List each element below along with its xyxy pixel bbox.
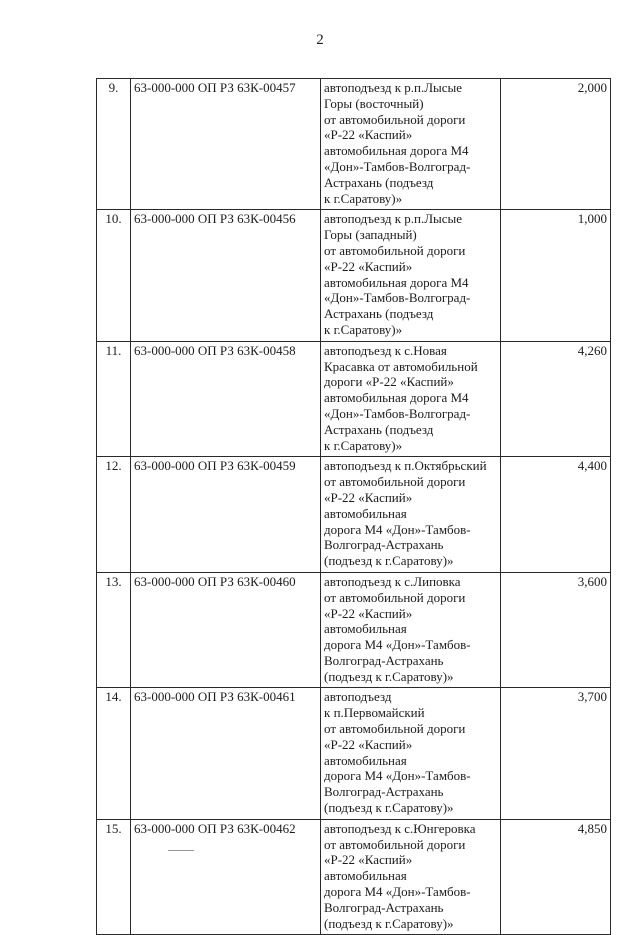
road-id: 63-000-000 ОП РЗ 63К-00462 <box>131 819 321 935</box>
row-number: 11. <box>97 341 131 457</box>
road-registry-table <box>96 78 611 935</box>
road-length: 3,600 <box>501 572 611 688</box>
table-row <box>97 79 611 210</box>
table-row <box>97 341 611 457</box>
road-name: автоподъезд к р.п.Лысые Горы (восточный) от автомобильной дороги «Р-22 «Каспий» автомобильная дорога М4 «Дон»-Тамбов-Волгоград- Астрахань (подъезд к г.Саратову)» <box>321 79 501 210</box>
road-name: автоподъезд к с.Юнгеровка от автомобильной дороги «Р-22 «Каспий» автомобильная дорога М4 «Дон»-Тамбов- Волгоград-Астрахань (подъезд к г.Саратову)» <box>321 819 501 935</box>
road-length: 2,000 <box>501 79 611 210</box>
table-row <box>97 457 611 573</box>
road-id: 63-000-000 ОП РЗ 63К-00456 <box>131 210 321 341</box>
road-name: автоподъезд к п.Первомайский от автомобильной дороги «Р-22 «Каспий» автомобильная дорога М4 «Дон»-Тамбов- Волгоград-Астрахань (подъезд к г.Саратову)» <box>321 688 501 819</box>
table-row <box>97 688 611 819</box>
road-length: 4,400 <box>501 457 611 573</box>
road-length: 4,850 <box>501 819 611 935</box>
road-id: 63-000-000 ОП РЗ 63К-00457 <box>131 79 321 210</box>
road-name: автоподъезд к р.п.Лысые Горы (западный) от автомобильной дороги «Р-22 «Каспий» автомобильная дорога М4 «Дон»-Тамбов-Волгоград- Астрахань (подъезд к г.Саратову)» <box>321 210 501 341</box>
row-number: 13. <box>97 572 131 688</box>
road-length: 3,700 <box>501 688 611 819</box>
page-number: 2 <box>316 32 324 48</box>
road-length: 4,260 <box>501 341 611 457</box>
road-id: 63-000-000 ОП РЗ 63К-00460 <box>131 572 321 688</box>
row-number: 15. <box>97 819 131 935</box>
road-length: 1,000 <box>501 210 611 341</box>
road-id: 63-000-000 ОП РЗ 63К-00458 <box>131 341 321 457</box>
row-number: 9. <box>97 79 131 210</box>
road-registry-rows <box>97 79 611 935</box>
row-number: 10. <box>97 210 131 341</box>
road-id: 63-000-000 ОП РЗ 63К-00461 <box>131 688 321 819</box>
road-name: автоподъезд к п.Октябрьский от автомобильной дороги «Р-22 «Каспий» автомобильная дорога М4 «Дон»-Тамбов- Волгоград-Астрахань (подъезд к г.Саратову)» <box>321 457 501 573</box>
row-number: 14. <box>97 688 131 819</box>
road-id: 63-000-000 ОП РЗ 63К-00459 <box>131 457 321 573</box>
road-name: автоподъезд к с.Новая Красавка от автомобильной дороги «Р-22 «Каспий» автомобильная дорога М4 «Дон»-Тамбов-Волгоград- Астрахань (подъезд к г.Саратову)» <box>321 341 501 457</box>
table-row <box>97 210 611 341</box>
table-row <box>97 572 611 688</box>
scan-mark <box>168 850 194 851</box>
road-name: автоподъезд к с.Липовка от автомобильной дороги «Р-22 «Каспий» автомобильная дорога М4 «Дон»-Тамбов- Волгоград-Астрахань (подъезд к г.Саратову)» <box>321 572 501 688</box>
row-number: 12. <box>97 457 131 573</box>
table-row <box>97 819 611 935</box>
